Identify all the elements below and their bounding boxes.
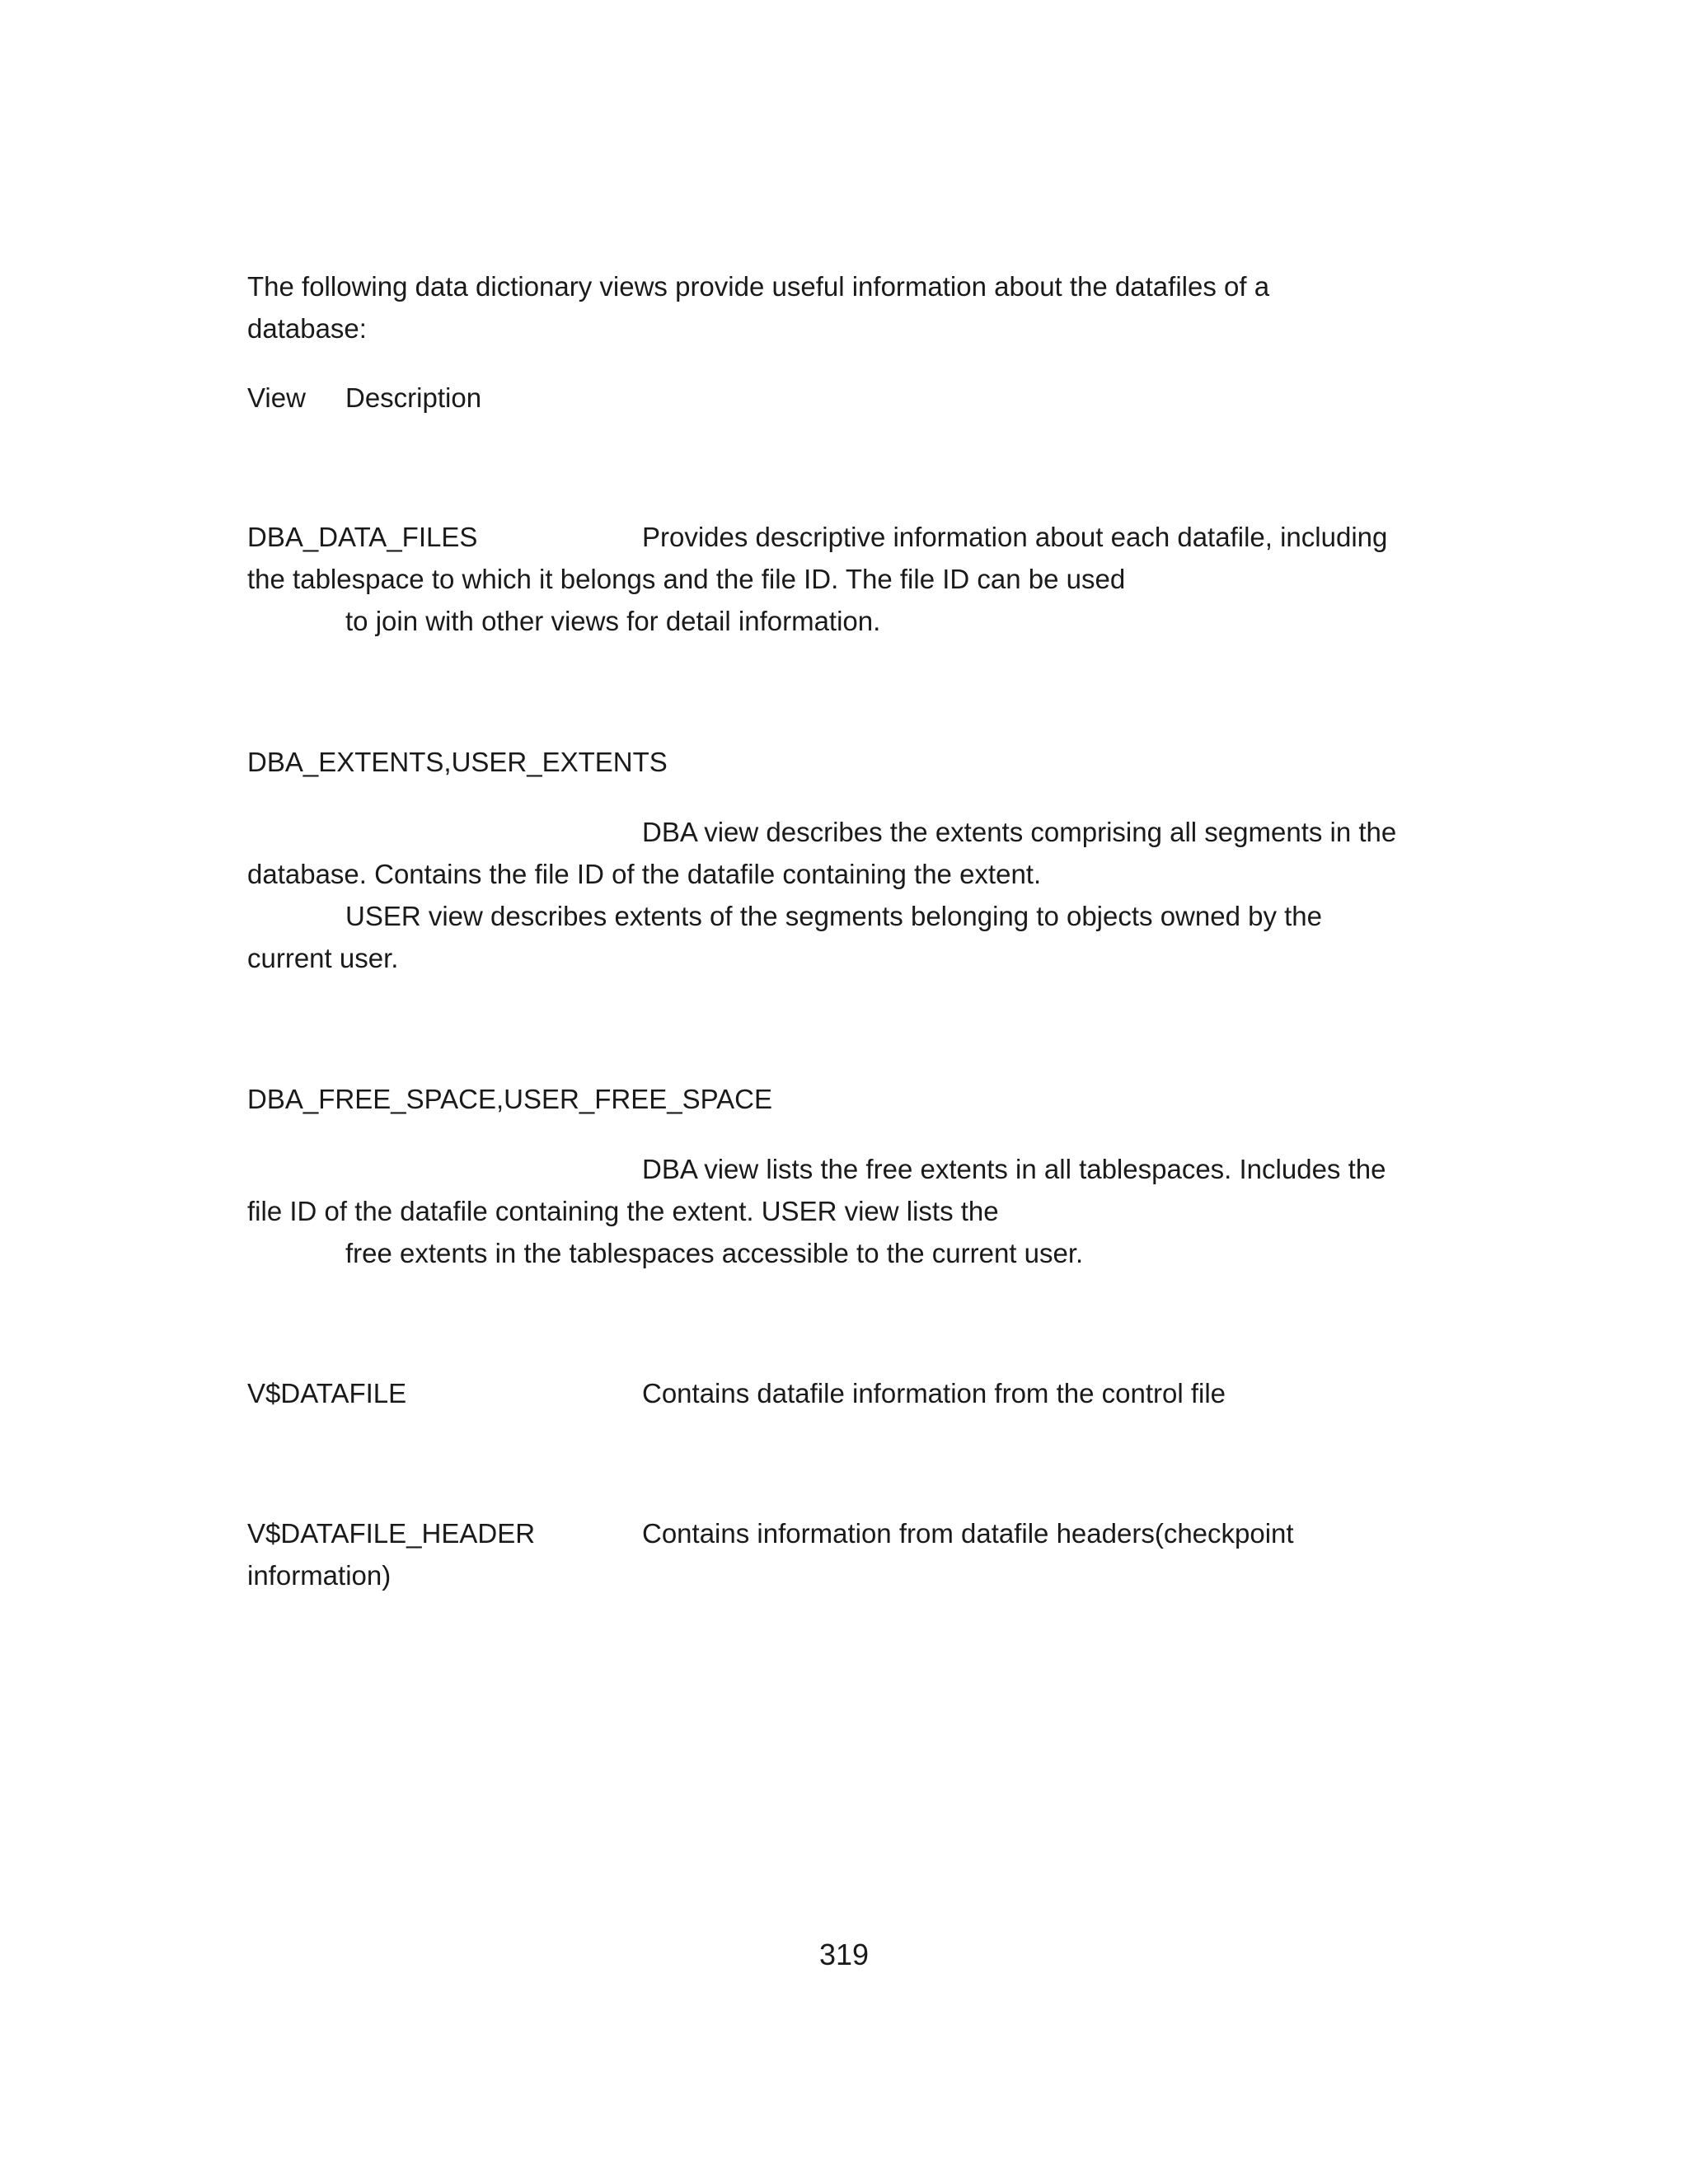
entry-desc-line: file ID of the datafile containing the extent. USER view lists the — [247, 1196, 999, 1226]
entry-desc-line: Contains information from datafile headers(checkpoint — [642, 1518, 1294, 1549]
entry-desc-line: to join with other views for detail information. — [345, 606, 881, 636]
entry-view-dba-free-space: DBA_FREE_SPACE,USER_FREE_SPACE — [247, 1084, 772, 1114]
entry-desc-line: Contains datafile information from the control file — [642, 1378, 1226, 1408]
entry-desc-line: DBA view lists the free extents in all tablespaces. Includes the — [642, 1154, 1386, 1184]
header-description: Description — [345, 382, 482, 413]
entry-view-dba-data-files: DBA_DATA_FILES — [247, 522, 478, 552]
page-number: 319 — [818, 1938, 870, 1971]
entry-desc-line: the tablespace to which it belongs and the file ID. The file ID can be used — [247, 564, 1126, 594]
entry-view-v-datafile-header: V$DATAFILE_HEADER — [247, 1518, 536, 1549]
entry-desc-line: database. Contains the file ID of the datafile containing the extent. — [247, 859, 1042, 889]
intro-line-2: database: — [247, 313, 367, 344]
entry-view-v-datafile: V$DATAFILE — [247, 1378, 407, 1408]
entry-desc-line: information) — [247, 1560, 392, 1591]
entry-view-dba-extents: DBA_EXTENTS,USER_EXTENTS — [247, 747, 668, 777]
entry-desc-line: Provides descriptive information about each datafile, including — [642, 522, 1388, 552]
entry-desc-line: DBA view describes the extents comprising all segments in the — [642, 817, 1397, 847]
entry-desc-line: current user. — [247, 943, 399, 973]
header-view: View — [247, 382, 306, 413]
entry-desc-line: free extents in the tablespaces accessible to the current user. — [345, 1238, 1084, 1268]
entry-desc-line: USER view describes extents of the segments belonging to objects owned by the — [345, 901, 1323, 931]
intro-line-1: The following data dictionary views provide useful information about the datafiles of a — [247, 271, 1270, 302]
